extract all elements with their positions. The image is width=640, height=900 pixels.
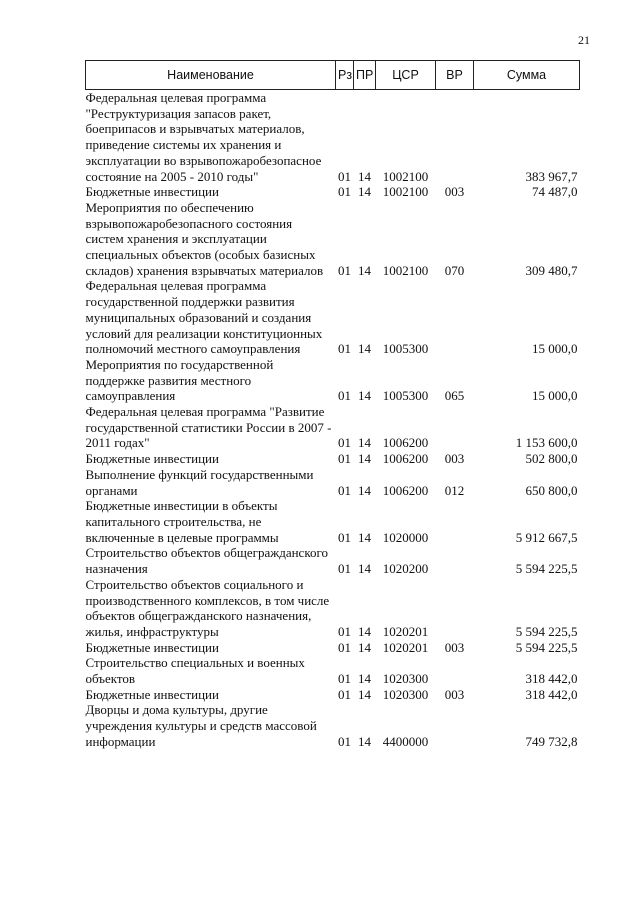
- cell-pr: 14: [358, 733, 371, 749]
- cell-sum: 318 442,0: [525, 686, 578, 702]
- cell-rz: 01: [338, 482, 351, 498]
- cell-csr: 1020300: [382, 686, 429, 702]
- cell-pr: 14: [358, 262, 371, 278]
- cell-sum: 5 912 667,5: [515, 529, 578, 545]
- cell-sum: 383 967,7: [525, 168, 578, 184]
- cell-vr: [436, 702, 474, 749]
- cell-rz: 01: [338, 435, 351, 451]
- cell-pr: 14: [358, 686, 371, 702]
- table-row: [86, 687, 580, 703]
- cell-csr: 1002100: [382, 184, 429, 200]
- cell-sum: 15 000,0: [532, 341, 578, 357]
- cell-pr: 14: [358, 451, 371, 467]
- cell-csr: 1006200: [382, 482, 429, 498]
- cell-pr: 14: [358, 529, 371, 545]
- table-row: [86, 545, 580, 576]
- table-row: [86, 577, 580, 640]
- cell-sum: 5 594 225,5: [515, 639, 578, 655]
- cell-sum: 650 800,0: [525, 482, 578, 498]
- cell-pr: 14: [358, 341, 371, 357]
- cell-vr: [436, 90, 474, 185]
- table-row: [86, 90, 580, 185]
- table-row: [86, 498, 580, 545]
- cell-csr: 1002100: [382, 168, 429, 184]
- cell-name: Строительство специальных и военных объектов: [85, 655, 305, 687]
- cell-vr: 003: [444, 639, 465, 655]
- cell-name: Бюджетные инвестиции: [85, 639, 219, 655]
- cell-sum: 1 153 600,0: [515, 435, 578, 451]
- column-header-vr: ВР: [436, 61, 474, 90]
- cell-pr: 14: [358, 639, 371, 655]
- cell-csr: 1020201: [382, 623, 429, 639]
- table-row: [86, 404, 580, 451]
- table-row: [86, 278, 580, 357]
- cell-rz: 01: [338, 639, 351, 655]
- table-row: [86, 184, 580, 200]
- cell-pr: 14: [358, 168, 371, 184]
- cell-name: Федеральная целевая программа "Развитие государственной статистики России в 2007 - 2011 годах": [85, 404, 332, 451]
- cell-csr: 1005300: [382, 388, 429, 404]
- column-header-name: Наименование: [86, 61, 336, 90]
- cell-sum: 5 594 225,5: [515, 623, 578, 639]
- table-row: [86, 467, 580, 498]
- cell-rz: 01: [338, 388, 351, 404]
- cell-name: Бюджетные инвестиции: [85, 686, 219, 702]
- cell-rz: 01: [338, 529, 351, 545]
- cell-pr: 14: [358, 482, 371, 498]
- column-header-pr: ПР: [354, 61, 376, 90]
- cell-rz: 01: [338, 262, 351, 278]
- column-header-rz: Рз: [336, 61, 354, 90]
- cell-name: Строительство объектов социального и производственного комплексов, в том числе объектов общегражданского назначения, жилья, инфраструктуры: [85, 576, 330, 639]
- cell-sum: 318 442,0: [525, 671, 578, 687]
- cell-sum: 309 480,7: [525, 262, 578, 278]
- cell-vr: [436, 404, 474, 451]
- table-row: [86, 640, 580, 656]
- cell-rz: 01: [338, 733, 351, 749]
- cell-rz: 01: [338, 341, 351, 357]
- cell-rz: 01: [338, 451, 351, 467]
- cell-rz: 01: [338, 623, 351, 639]
- cell-pr: 14: [358, 671, 371, 687]
- column-header-csr: ЦСР: [376, 61, 436, 90]
- cell-sum: 15 000,0: [532, 388, 578, 404]
- cell-csr: 1006200: [382, 451, 429, 467]
- cell-rz: 01: [338, 168, 351, 184]
- cell-pr: 14: [358, 623, 371, 639]
- table-row: [86, 451, 580, 467]
- cell-name: Федеральная целевая программа государственной поддержки развития муниципальных образований и создания условий для реализации конституционных полномочий местного самоуправления: [85, 278, 323, 357]
- cell-csr: 1002100: [382, 262, 429, 278]
- cell-sum: 749 732,8: [525, 733, 578, 749]
- table-row: [86, 702, 580, 749]
- table-body: [86, 90, 580, 750]
- cell-name: Мероприятия по обеспечению взрывопожаробезопасного состояния систем хранения и эксплуатации специальных объектов (особых базисных складов) хранения взрывчатых материалов: [85, 199, 324, 278]
- cell-csr: 1006200: [382, 435, 429, 451]
- cell-vr: [436, 655, 474, 686]
- cell-csr: 1020201: [382, 639, 429, 655]
- cell-name: Строительство объектов общегражданского назначения: [85, 545, 328, 577]
- cell-rz: 01: [338, 686, 351, 702]
- cell-vr: 003: [444, 451, 465, 467]
- cell-name: Федеральная целевая программа "Реструктуризация запасов ракет, боеприпасов и взрывчатых материалов, приведение системы их хранения и эксплуатации во взрывопожаробезопасное состояние на 2005 - 2010 годы": [85, 90, 322, 184]
- cell-rz: 01: [338, 671, 351, 687]
- cell-pr: 14: [358, 388, 371, 404]
- cell-name: Выполнение функций государственными органами: [85, 466, 314, 498]
- cell-csr: 1020300: [382, 671, 429, 687]
- cell-sum: 74 487,0: [532, 184, 578, 200]
- cell-pr: 14: [358, 184, 371, 200]
- cell-sum: 5 594 225,5: [515, 561, 578, 577]
- table-row: [86, 655, 580, 686]
- cell-sum: 502 800,0: [525, 451, 578, 467]
- cell-vr: [436, 278, 474, 357]
- cell-vr: [436, 577, 474, 640]
- cell-rz: 01: [338, 561, 351, 577]
- cell-name: Мероприятия по государственной поддержке развития местного самоуправления: [85, 356, 274, 404]
- cell-name: Бюджетные инвестиции: [85, 451, 219, 467]
- table-row: [86, 200, 580, 279]
- cell-vr: [436, 498, 474, 545]
- table-header: [86, 61, 580, 90]
- cell-csr: 1005300: [382, 341, 429, 357]
- budget-table: [85, 60, 580, 750]
- cell-vr: 065: [444, 388, 465, 404]
- header-row: [86, 61, 580, 90]
- column-header-sum: Сумма: [474, 61, 580, 90]
- cell-pr: 14: [358, 435, 371, 451]
- cell-vr: 003: [444, 184, 465, 200]
- cell-csr: 1020200: [382, 561, 429, 577]
- cell-csr: 1020000: [382, 529, 429, 545]
- table-row: [86, 357, 580, 404]
- cell-rz: 01: [338, 184, 351, 200]
- cell-vr: [436, 545, 474, 576]
- cell-pr: 14: [358, 561, 371, 577]
- page-number: 21: [578, 33, 590, 47]
- cell-name: Дворцы и дома культуры, другие учреждения культуры и средств массовой информации: [85, 702, 317, 749]
- cell-csr: 4400000: [382, 733, 429, 749]
- cell-name: Бюджетные инвестиции в объекты капитального строительства, не включенные в целевые программы: [85, 498, 279, 545]
- cell-vr: 070: [444, 262, 465, 278]
- cell-vr: 012: [444, 482, 465, 498]
- cell-name: Бюджетные инвестиции: [85, 184, 219, 200]
- cell-vr: 003: [444, 686, 465, 702]
